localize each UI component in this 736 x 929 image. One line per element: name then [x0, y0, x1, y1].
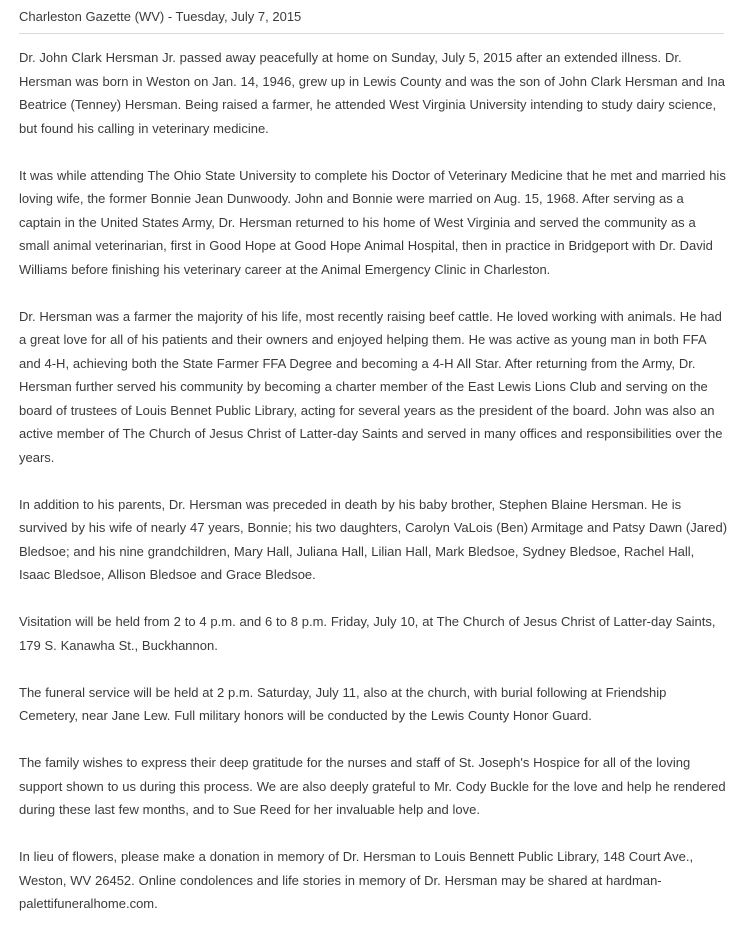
paragraph-donation: In lieu of flowers, please make a donation in memory of Dr. Hersman to Louis Bennett Public Library, 148 Court Ave., Weston, WV 26452. Online condolences and life stories in memory of Dr. Hersman may be shared at hardman-palettifuneralhome.com. — [19, 849, 694, 911]
paragraph-funeral: The funeral service will be held at 2 p.m. Saturday, July 11, also at the church, with burial following at Friendship Cemetery, near Jane Lew. Full military honors will be conducted by the Lewis County Honor Guard. — [19, 684, 667, 723]
paragraph-biography: Dr. John Clark Hersman Jr. passed away peacefully at home on Sunday, July 5, 2015 after an extended illness. Dr. Hersman was born in Weston on Jan. 14, 1946, grew up in Lewis County and was the son of John Clark Hersman and Ina Beatrice (Tenney) Hersman. Being raised a farmer, he attended West Virginia University intending to study dairy science, but found his calling in veterinary medicine. — [19, 50, 726, 136]
source-header — [19, 0, 724, 34]
paragraph-career: It was while attending The Ohio State University to complete his Doctor of Veterinary Medicine that he met and married his loving wife, the former Bonnie Jean Dunwoody. John and Bonnie were married on Aug. 15, 1968. After serving as a captain in the United States Army, Dr. Hersman returned to his home of West Virginia and served the community as a small animal veterinarian, first in Good Hope at Good Hope Animal Hospital, then in practice in Bridgeport with Dr. David Williams before finishing his veterinary career at the Animal Emergency Clinic in Charleston. — [19, 167, 726, 277]
paragraph-gratitude: The family wishes to express their deep gratitude for the nurses and staff of St. Joseph's Hospice for all of the loving support shown to us during this process. We are also deeply grateful to Mr. Cody Buckle for the love and help he rendered during these last few months, and to Sue Reed for her invaluable help and love. — [19, 755, 726, 817]
paragraph-family: In addition to his parents, Dr. Hersman was preceded in death by his baby brother, Stephen Blaine Hersman. He is survived by his wife of nearly 47 years, Bonnie; his two daughters, Carolyn VaLois (Ben) Armitage and Patsy Dawn (Jared) Bledsoe; and his nine grandchildren, Mary Hall, Juliana Hall, Lilian Hall, Mark Bledsoe, Sydney Bledsoe, Rachel Hall, Isaac Bledsoe, Allison Bledsoe and Grace Bledsoe. — [19, 496, 728, 582]
obituary-body — [19, 34, 729, 916]
source-line: Charleston Gazette (WV) - Tuesday, July 7, 2015 — [19, 9, 302, 24]
paragraph-community: Dr. Hersman was a farmer the majority of his life, most recently raising beef cattle. He loved working with animals. He had a great love for all of his patients and their owners and enjoyed helping them. He was active as young man in both FFA and 4-H, achieving both the State Farmer FFA Degree and becoming a 4-H All Star. After returning from the Army, Dr. Hersman further served his community by becoming a charter member of the East Lewis Lions Club and serving on the board of trustees of Louis Bennet Public Library, acting for several years as the president of the board. John was also an active member of The Church of Jesus Christ of Latter-day Saints and served in many offices and responsibilities over the years. — [19, 308, 723, 465]
paragraph-visitation: Visitation will be held from 2 to 4 p.m. and 6 to 8 p.m. Friday, July 10, at The Church of Jesus Christ of Latter-day Saints, 179 S. Kanawha St., Buckhannon. — [19, 614, 716, 653]
